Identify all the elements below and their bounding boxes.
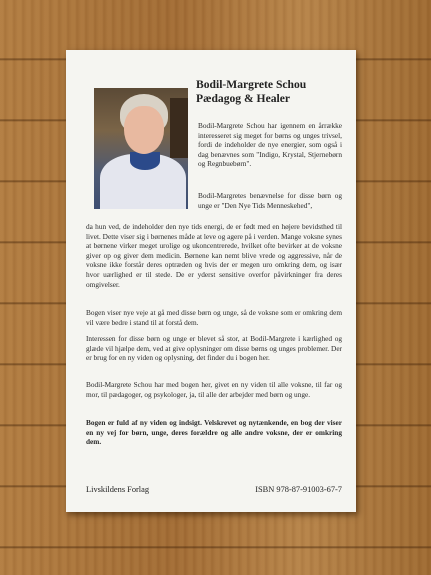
paragraph-audience: Bodil-Margrete Schou har med bogen her, givet en ny viden til alle voksne, til far og mor, til pædagoger, og psykologer, ja, til alle der arbejder med børn og unge. [86, 380, 342, 399]
isbn-number: ISBN 978-87-91003-67-7 [255, 485, 342, 494]
paragraph-interest: Interessen for disse børn og unge er blevet så stor, at Bodil-Margrete i kærlighed og glæde vil hjælpe dem, ved at give oplysninger om disse børns og unges problemer. Der er brug for en ny viden og oplysning, det finder du i bogen her. [86, 334, 342, 363]
photo-face [124, 106, 164, 154]
author-name: Bodil-Margrete Schou [196, 78, 307, 91]
book-back-cover [66, 50, 356, 512]
photo-collar [130, 152, 160, 170]
paragraph-summary: Bogen er fuld af ny viden og indsigt. Velskrevet og nytænkende, en bog der viser en ny vej for børn, unge, deres forældre og alle andre voksne, der er omkring dem. [86, 418, 342, 447]
photo-background-shelf [170, 98, 188, 158]
paragraph-intro: Bodil-Margrete Schou har igennem en årrække interesseret sig meget for børns og unges trivsel, fordi de indeholder de nye energier, som også i dag benævnes som "Indigo, Krystal, Stjernebørn og Regnbuebørn". [198, 121, 342, 169]
author-profession: Pædagog & Healer [196, 92, 291, 105]
publisher-name: Livskildens Forlag [86, 485, 150, 494]
paragraph-new-ways: Bogen viser nye veje at gå med disse børn og unge, så de voksne som er omkring dem vil være bedre i stand til at forstå dem. [86, 308, 342, 327]
author-header [196, 78, 356, 106]
paragraph-naming: Bodil-Margretes benævnelse for disse børn og unge er "Den Nye Tids Menneskehed", [198, 191, 342, 210]
author-photo [94, 88, 188, 209]
paragraph-description: da hun ved, de indeholder den nye tids energi, de er født med en højere bevidsthed til livet. Dette viser sig i børnenes måde at leve og agere på i verden. Mange voksne synes at børnene virker meget urolige og ukoncentrerede, hvilket ofte bevirker at de voksne giver op og giver dem medicin. Børnene kan nemt blive vrede og aggressive, når de voksne ikke forstår deres optræden og hvis der er megen uro omkring dem, og især hvor uærlighed er til stede. De er yderst sensitive overfor påvirkninger fra deres omgivelser. [86, 222, 342, 289]
